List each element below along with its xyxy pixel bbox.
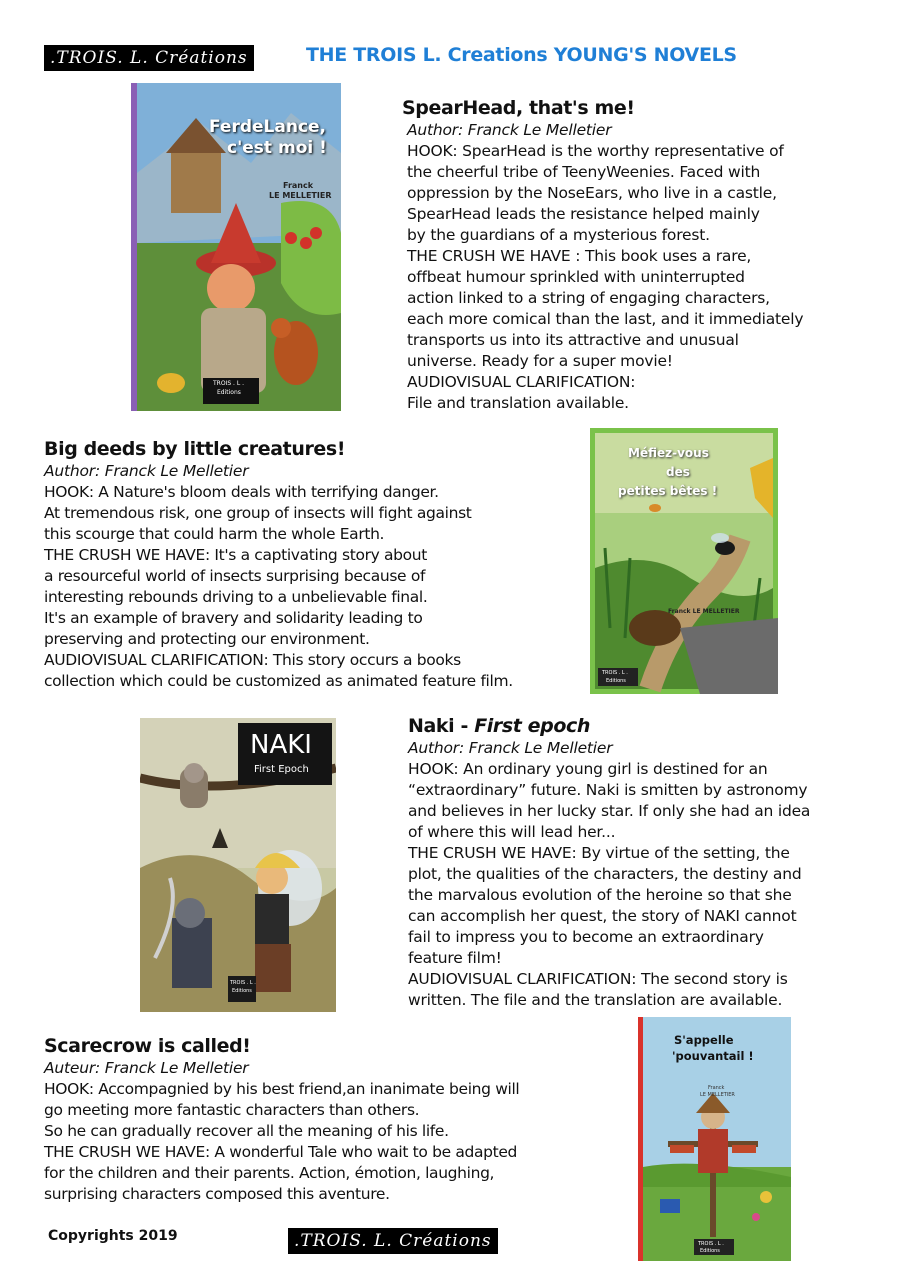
- cover-author-line2: LE MELLETIER: [269, 191, 332, 200]
- book-cover-scarecrow: [638, 1017, 791, 1261]
- book-entry-naki: [408, 714, 878, 1011]
- cover-publisher-line2: Editions: [606, 678, 626, 684]
- cover-publisher-line2: Editions: [232, 988, 252, 994]
- cover-author-line2: LE MELLETIER: [700, 1092, 735, 1098]
- book-description: HOOK: A Nature's bloom deals with terrifying danger. At tremendous risk, one group of insects will fight against this scourge that could harm the whole Earth. THE CRUSH WE HAVE: It's a captivating story about a resourceful world of insects surprising because of interesting rebounds driving to a unbelievable final. It's an example of bravery and solidarity leading to preserving and protecting our environment. AUDIOVISUAL CLARIFICATION: This story occurs a books collection which could be customized as animated feature film.: [44, 483, 513, 690]
- cover-publisher-line1: TROIS . L .: [230, 980, 256, 986]
- cover-publisher-line1: TROIS . L .: [213, 380, 245, 387]
- cover-title-line3: petites bêtes !: [618, 484, 718, 498]
- book-entry-scarecrow: [44, 1034, 624, 1205]
- book-author: Author: Franck Le Melletier: [44, 462, 249, 480]
- book-title: Scarecrow is called!: [44, 1035, 251, 1057]
- book-title: Big deeds by little creatures!: [44, 438, 346, 460]
- page-title: THE TROIS L. Creations YOUNG'S NOVELS: [306, 44, 737, 66]
- book-title-epoch: First epoch: [474, 715, 590, 737]
- book-entry-spearhead: [402, 96, 872, 414]
- book-cover-big-deeds: [590, 428, 778, 694]
- cover-title-line1: Méfiez-vous: [628, 446, 709, 460]
- cover-publisher-line2: Editions: [700, 1248, 720, 1254]
- book-title: SpearHead, that's me!: [402, 97, 635, 119]
- copyright-text: Copyrights 2019: [48, 1228, 178, 1244]
- book-title: [408, 714, 878, 738]
- cover-title: NAKI: [250, 730, 312, 760]
- book-author: Author: Franck Le Melletier: [408, 739, 613, 757]
- cover-author-line1: Franck: [708, 1085, 725, 1091]
- book-description: HOOK: Accompagnied by his best friend,an inanimate being will go meeting more fantastic characters than others. So he can gradually recover all the meaning of his life. THE CRUSH WE HAVE: A wonderful Tale who wait to be adapted for the children and their parents. Action, émotion, laughing, surprising characters composed this aventure.: [44, 1080, 520, 1203]
- cover-title-line1: S'appelle: [674, 1033, 734, 1047]
- header-logo: .TROIS. L. Créations: [44, 45, 254, 71]
- cover-title-line2: c'est moi !: [227, 138, 327, 158]
- cover-publisher-line1: TROIS . L .: [698, 1241, 724, 1247]
- cover-title-line2: 'pouvantail !: [672, 1049, 754, 1063]
- book-description: HOOK: An ordinary young girl is destined for an “extraordinary” future. Naki is smitten by astronomy and believes in her lucky star. If only she had an idea of where this will lead her... THE CRUSH WE HAVE: By virtue of the setting, the plot, the qualities of the characters, the destiny and the marvalous evolution of the heroine so that she can accomplish her quest, the story of NAKI cannot fail to impress you to become an extraordinary feature film! AUDIOVISUAL CLARIFICATION: The second story is written. The file and the translation are available.: [408, 760, 811, 1009]
- book-entry-big-deeds: [44, 437, 589, 692]
- book-cover-naki: [140, 718, 336, 1012]
- cover-author-line1: Franck: [283, 181, 314, 190]
- book-title-main: Naki -: [408, 715, 475, 737]
- footer-logo: .TROIS. L. Créations: [288, 1228, 498, 1254]
- cover-publisher-line2: Editions: [217, 389, 241, 396]
- book-author: Auteur: Franck Le Melletier: [44, 1059, 249, 1077]
- cover-author: Franck LE MELLETIER: [668, 608, 740, 615]
- cover-subtitle: First Epoch: [254, 764, 309, 775]
- cover-publisher-line1: TROIS . L .: [602, 670, 628, 676]
- book-author: Author: Franck Le Melletier: [407, 121, 612, 139]
- cover-title-line2: des: [666, 465, 690, 479]
- book-description: HOOK: SpearHead is the worthy representative of the cheerful tribe of TeenyWeenies. Faced with oppression by the NoseEars, who live in a castle, SpearHead leads the resistance helped mainly by the guardians of a mysterious forest. THE CRUSH WE HAVE : This book uses a rare, offbeat humour sprinkled with uninterrupted action linked to a string of engaging characters, each more comical than the last, and it immediately transports us into its attractive and unusual universe. Ready for a super movie! AUDIOVISUAL CLARIFICATION: File and translation available.: [407, 142, 804, 412]
- cover-title-line1: FerdeLance,: [209, 117, 327, 137]
- book-cover-spearhead: [131, 83, 341, 411]
